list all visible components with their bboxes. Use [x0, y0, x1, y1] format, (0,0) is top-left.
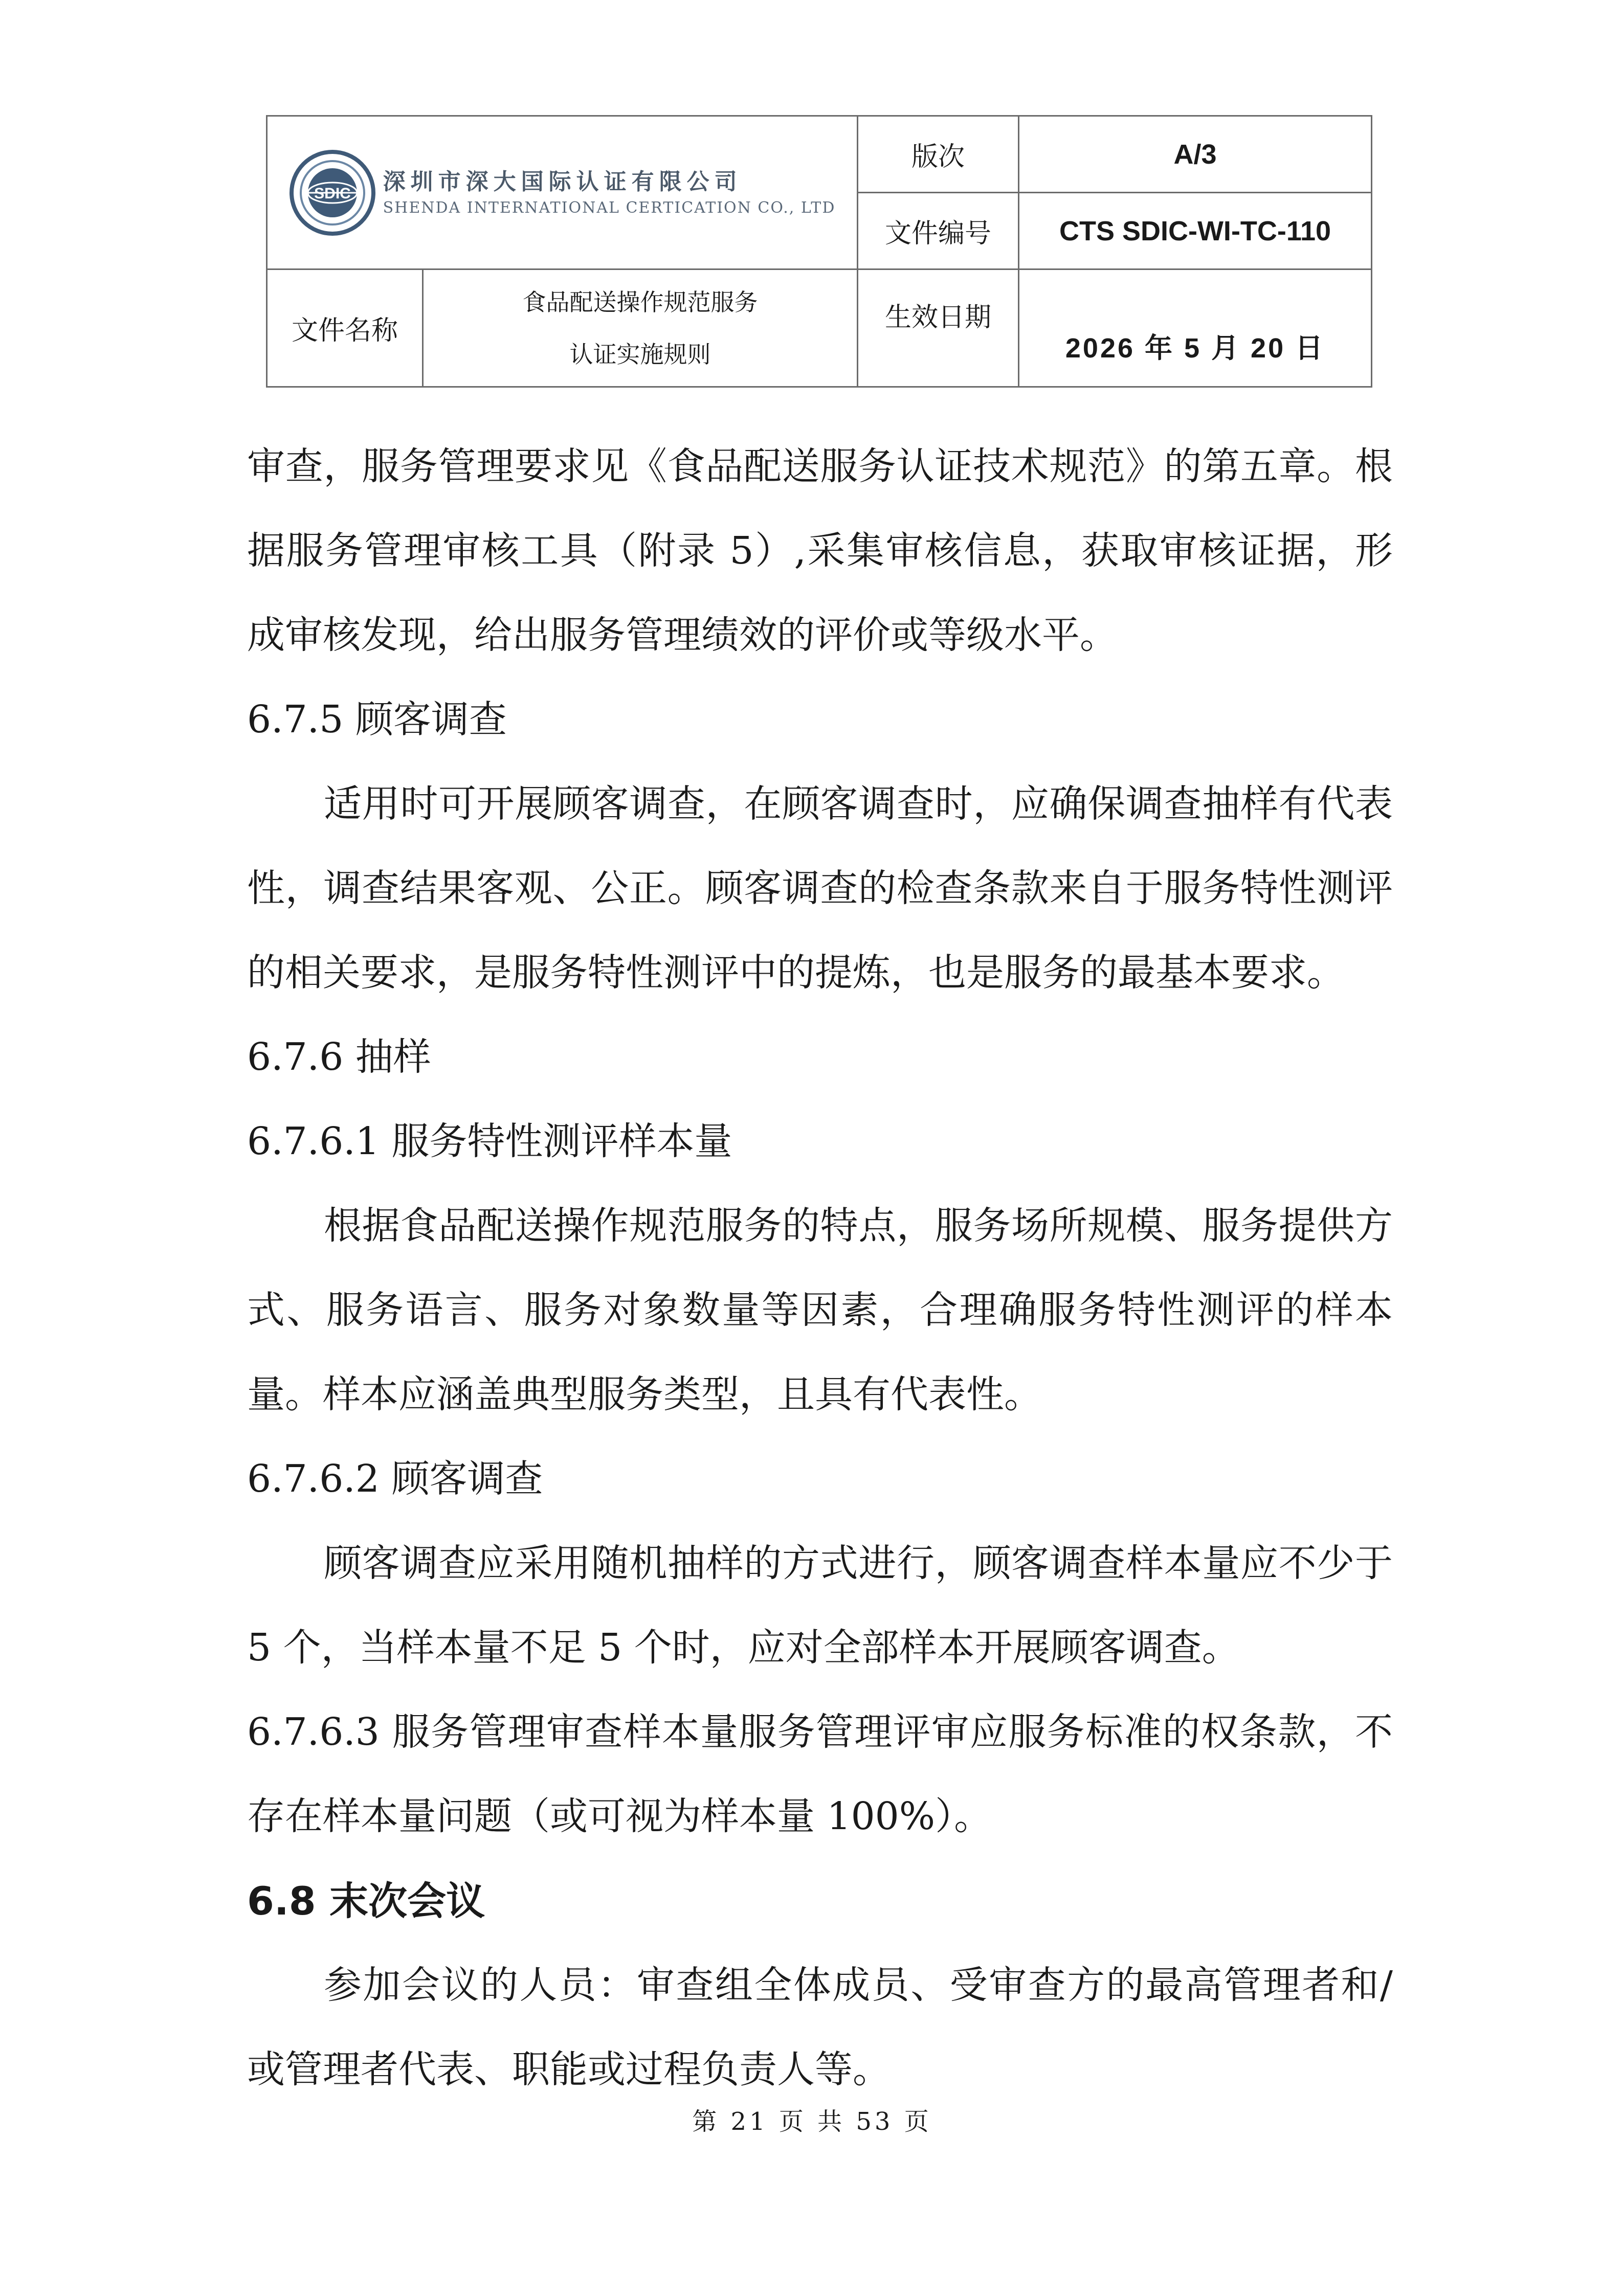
company-name-en: SHENDA INTERNATIONAL CERTICATION CO., LTD — [383, 198, 836, 217]
page-number: 第 21 页 共 53 页 — [692, 2107, 932, 2136]
document-number-value: CTS SDIC-WI-TC-110 — [1019, 193, 1372, 269]
heading-6-8: 6.8 末次会议 — [247, 1878, 485, 1924]
paragraph-customer-survey: 适用时可开展顾客调查，在顾客调查时，应确保调查抽样有代表性，调查结果客观、公正。顾客调查的检查条款来自于服务特性测评的相关要求，是服务特性测评中的提炼，也是服务的最基本要求。 — [247, 782, 1393, 995]
paragraph-6-7-6-3: 6.7.6.3 服务管理审查样本量服务管理评审应服务标准的权条款，不存在样本量问题（或可视为样本量 100%）。 — [247, 1710, 1393, 1838]
version-label: 版次 — [858, 116, 1019, 193]
document-name-value — [423, 269, 858, 387]
document-name-label: 文件名称 — [267, 269, 423, 387]
document-body — [247, 424, 1393, 2112]
company-logo-cell — [267, 116, 858, 269]
version-value: A/3 — [1019, 116, 1372, 193]
effective-date-value: 2026 年 5 月 20 日 — [1019, 269, 1372, 387]
document-header-table — [266, 115, 1372, 388]
document-number-label: 文件编号 — [858, 193, 1019, 269]
heading-6-7-5: 6.7.5 顾客调查 — [247, 697, 507, 741]
company-seal-icon — [289, 149, 376, 236]
seal-text: SDIC — [314, 185, 351, 202]
heading-6-7-6-1: 6.7.6.1 服务特性测评样本量 — [247, 1119, 732, 1163]
heading-6-7-6-2: 6.7.6.2 顾客调查 — [247, 1457, 543, 1501]
effective-date-label: 生效日期 — [858, 269, 1019, 387]
heading-6-7-6: 6.7.6 抽样 — [247, 1035, 431, 1079]
paragraph-service-management-review: 审查，服务管理要求见《食品配送服务认证技术规范》的第五章。根据服务管理审核工具（附录 5）,采集审核信息，获取审核证据，形成审核发现，给出服务管理绩效的评价或等级水平。 — [247, 444, 1393, 657]
document-name-line1: 食品配送操作规范服务 — [522, 288, 758, 316]
paragraph-customer-survey-sampling: 顾客调查应采用随机抽样的方式进行，顾客调查样本量应不少于 5 个，当样本量不足 5 个时，应对全部样本开展顾客调查。 — [247, 1541, 1393, 1670]
paragraph-sample-size: 根据食品配送操作规范服务的特点，服务场所规模、服务提供方式、服务语言、服务对象数量等因素，合理确服务特性测评的样本量。样本应涵盖典型服务类型，且具有代表性。 — [247, 1204, 1393, 1416]
paragraph-closing-meeting: 参加会议的人员：审查组全体成员、受审查方的最高管理者和/或管理者代表、职能或过程负责人等。 — [247, 1963, 1393, 2091]
document-name-line2: 认证实施规则 — [569, 340, 711, 368]
company-name-cn: 深圳市深大国际认证有限公司 — [383, 168, 742, 195]
